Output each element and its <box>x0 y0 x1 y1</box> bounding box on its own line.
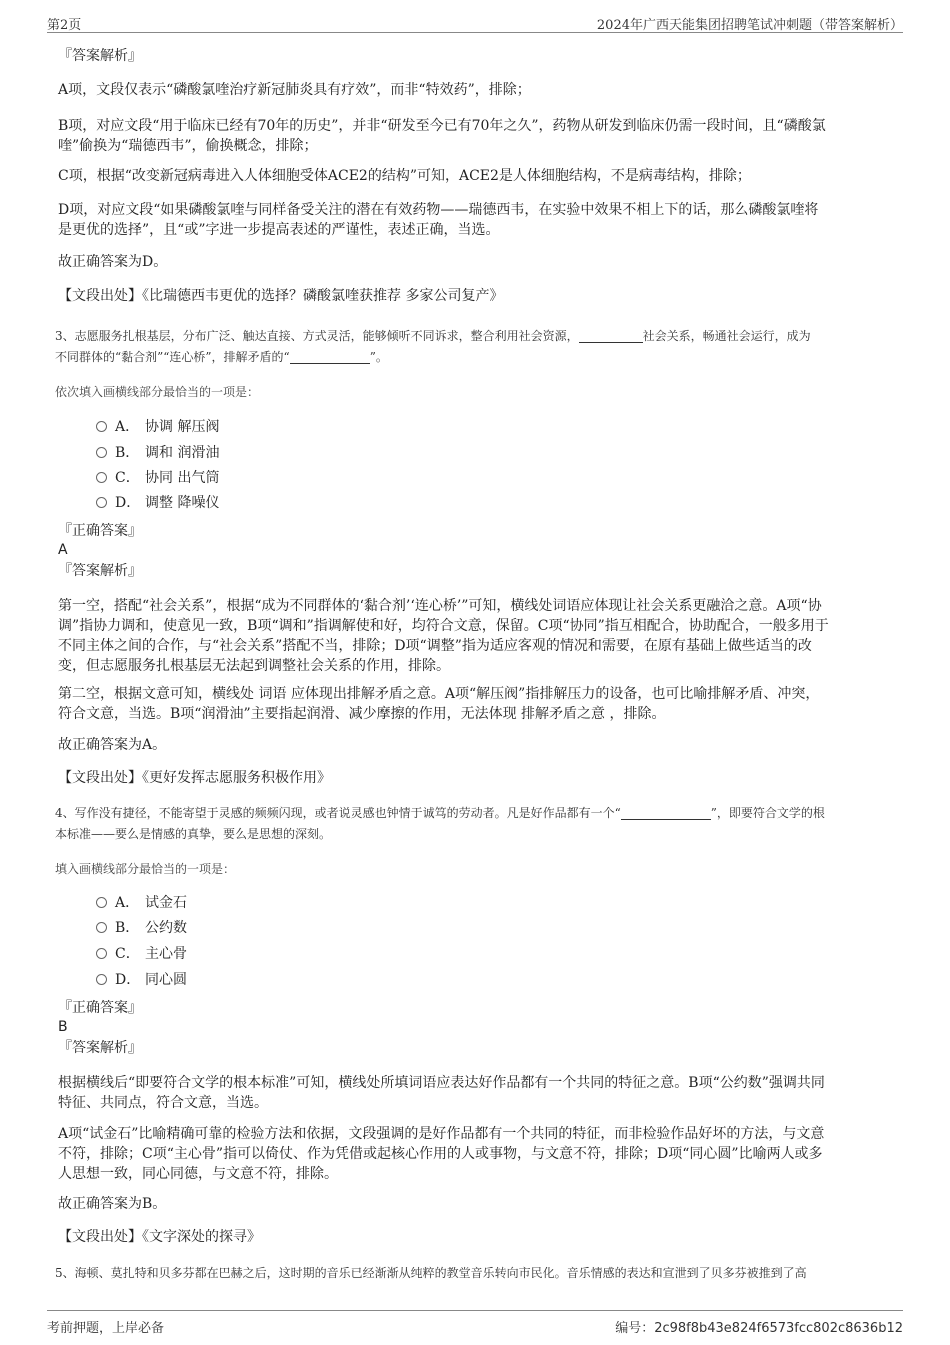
radio-icon[interactable] <box>96 472 107 483</box>
question-4-stem: 填入画横线部分最恰当的一项是： <box>55 862 236 876</box>
radio-icon[interactable] <box>96 421 107 432</box>
option-a[interactable]: A． 试金石 <box>96 893 187 913</box>
page-header <box>47 12 903 33</box>
correct-answer: A <box>58 542 68 558</box>
option-d[interactable]: D． 同心圆 <box>96 970 187 990</box>
analysis-option-b: B项，对应文段“用于临床已经有70年的历史”，并非“研发至今已有70年之久”，药物从研发到临床仍需一段时间，且“磷酸氯 喹”偷换为“瑞德西韦”，偷换概念，排除； <box>58 118 826 154</box>
analysis-label: 『答案解析』 <box>58 563 142 579</box>
option-a[interactable]: A． 协调 解压阀 <box>96 417 219 437</box>
radio-icon[interactable] <box>96 922 107 933</box>
option-b[interactable]: B． 公约数 <box>96 918 187 938</box>
analysis-option-a: A项，文段仅表示“磷酸氯喹治疗新冠肺炎具有疗效”，而非“特效药”，排除； <box>58 82 531 98</box>
radio-icon[interactable] <box>96 497 107 508</box>
analysis-paragraph-2: 第二空，根据文意可知，横线处 词语 应体现出排解矛盾之意。A项“解压阀”指排解压力的设备，也可比喻排解矛盾、冲突， 符合文意，当选。B项“润滑油”主要指起润滑、减少摩擦的作用，无法体现 排解矛盾之意 ，排除。 <box>58 686 820 722</box>
source: 【文段出处】《更好发挥志愿服务积极作用》 <box>58 770 331 786</box>
analysis-option-c: C项，根据“改变新冠病毒进入人体细胞受体ACE2的结构”可知，ACE2是人体细胞结构，不是病毒结构，排除； <box>58 168 751 184</box>
question-3-text: 3、志愿服务扎根基层，分布广泛、触达直接、方式灵活，能够倾听不同诉求，整合利用社会资源， 社会关系，畅通社会运行，成为 不同群体的“黏合剂”“连心桥”，排解矛盾的“ ”。 <box>55 329 811 364</box>
correct-answer: B <box>58 1019 68 1035</box>
analysis-label: 『答案解析』 <box>58 1040 142 1056</box>
blank-1 <box>579 330 643 343</box>
conclusion: 故正确答案为D。 <box>58 254 168 270</box>
document-code: 编号：2c98f8b43e824f6573fcc802c8636b12 <box>615 1321 903 1336</box>
blank-2 <box>290 351 370 364</box>
correct-answer-label: 『正确答案』 <box>58 1000 142 1016</box>
analysis-paragraph-1: 根据横线后“即要符合文学的根本标准”可知，横线处所填词语应表达好作品都有一个共同的特征之意。B项“公约数”强调共同 特征、共同点，符合文意，当选。 <box>58 1075 825 1111</box>
option-b[interactable]: B． 调和 润滑油 <box>96 443 219 463</box>
analysis-paragraph-1: 第一空，搭配“社会关系”，根据“成为不同群体的‘黏合剂’‘连心桥’”可知，横线处词语应体现让社会关系更融洽之意。A项“协 调”指协力调和，使意见一致，B项“调和”指调解使和好，均符合文意，保留。C项“协同”指互相配合，协助配合，一般多用于 不同主体之间的合作，与“社会关系”搭配不当，排除；D项“调整”指为适应客观的情况和需要，在原有基础上做些适当的改 变，但志愿服务扎根基层无法起到调整社会关系的作用，排除。 <box>58 598 829 674</box>
page-number: 第2页 <box>47 18 82 33</box>
question-4-text: 4、写作没有捷径，不能寄望于灵感的频频闪现，或者说灵感也钟情于诚笃的劳动者。凡是好作品都有一个“ ”，即要符合文学的根 本标准——要么是情感的真挚，要么是思想的深刻。 <box>55 806 825 841</box>
option-c[interactable]: C． 协同 出气筒 <box>96 468 219 488</box>
source: 【文段出处】《比瑞德西韦更优的选择？磷酸氯喹获推荐 多家公司复产》 <box>58 288 504 304</box>
option-c[interactable]: C． 主心骨 <box>96 944 187 964</box>
radio-icon[interactable] <box>96 897 107 908</box>
analysis-label: 『答案解析』 <box>58 48 142 64</box>
radio-icon[interactable] <box>96 974 107 985</box>
question-3-stem: 依次填入画横线部分最恰当的一项是： <box>55 385 260 399</box>
radio-icon[interactable] <box>96 447 107 458</box>
document-title: 2024年广西天能集团招聘笔试冲刺题（带答案解析） <box>596 18 903 33</box>
footer-slogan: 考前押题，上岸必备 <box>47 1321 165 1336</box>
analysis-paragraph-2: A项“试金石”比喻精确可靠的检验方法和依据，文段强调的是好作品都有一个共同的特征，而非检验作品好坏的方法，与文意 不符，排除；C项“主心骨”指可以倚仗、作为凭借或起核心作用的人或事物，与文意不符，排除；D项“同心圆”比喻两人或多 人思想一致，同心同德，与文意不符，排除。 <box>58 1126 825 1182</box>
conclusion: 故正确答案为B。 <box>58 1196 167 1212</box>
conclusion: 故正确答案为A。 <box>58 737 167 753</box>
source: 【文段出处】《文字深处的探寻》 <box>58 1229 261 1245</box>
option-d[interactable]: D． 调整 降噪仪 <box>96 493 219 513</box>
analysis-option-d: D项，对应文段“如果磷酸氯喹与同样备受关注的潜在有效药物——瑞德西韦，在实验中效果不相上下的话，那么磷酸氯喹将 是更优的选择”，且“或”字进一步提高表述的严谨性，表述正确，当选。 <box>58 202 819 238</box>
correct-answer-label: 『正确答案』 <box>58 523 142 539</box>
blank-1 <box>621 807 711 820</box>
page-footer <box>47 1310 903 1335</box>
radio-icon[interactable] <box>96 948 107 959</box>
question-5-text: 5、海顿、莫扎特和贝多芬都在巴赫之后，这时期的音乐已经渐渐从纯粹的教堂音乐转向市民化。音乐情感的表达和宣泄到了贝多芬被推到了高 <box>55 1266 807 1280</box>
